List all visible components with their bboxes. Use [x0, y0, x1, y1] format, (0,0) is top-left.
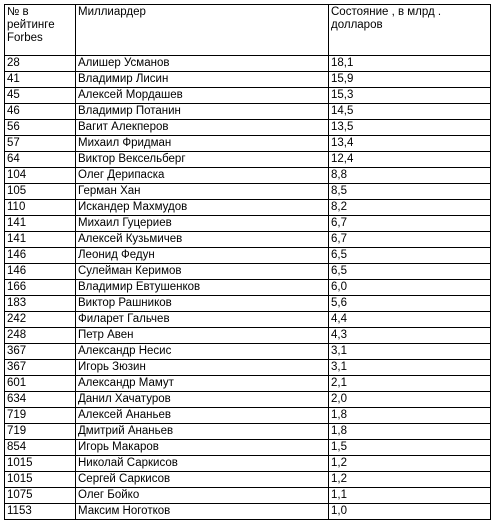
- table-row: [5, 328, 491, 344]
- billionaires-table: [4, 4, 491, 520]
- worth-cell: 8,5: [329, 184, 491, 200]
- table-row: [5, 56, 491, 72]
- name-cell: Сулейман Керимов: [76, 264, 329, 280]
- worth-cell: 1,1: [329, 488, 491, 504]
- worth-cell: 8,2: [329, 200, 491, 216]
- worth-cell: 1,0: [329, 504, 491, 520]
- name-cell: Сергей Саркисов: [76, 472, 329, 488]
- name-cell: Алексей Мордашев: [76, 88, 329, 104]
- name-cell: Алексей Кузьмичев: [76, 232, 329, 248]
- name-cell: Александр Несис: [76, 344, 329, 360]
- table-row: [5, 392, 491, 408]
- name-cell: Вагит Алекперов: [76, 120, 329, 136]
- name-cell: Дмитрий Ананьев: [76, 424, 329, 440]
- name-cell: Петр Авен: [76, 328, 329, 344]
- rank-cell: 367: [5, 360, 76, 376]
- rank-cell: 854: [5, 440, 76, 456]
- rank-cell: 28: [5, 56, 76, 72]
- name-cell: Игорь Макаров: [76, 440, 329, 456]
- rank-cell: 367: [5, 344, 76, 360]
- rank-cell: 719: [5, 424, 76, 440]
- worth-cell: 8,8: [329, 168, 491, 184]
- table-row: [5, 488, 491, 504]
- table-row: [5, 216, 491, 232]
- rank-cell: 1015: [5, 472, 76, 488]
- rank-cell: 104: [5, 168, 76, 184]
- name-cell: Александр Мамут: [76, 376, 329, 392]
- rank-cell: 242: [5, 312, 76, 328]
- rank-cell: 601: [5, 376, 76, 392]
- worth-cell: 1,2: [329, 456, 491, 472]
- table-row: [5, 136, 491, 152]
- table-row: [5, 312, 491, 328]
- name-cell: Владимир Лисин: [76, 72, 329, 88]
- name-cell: Филарет Гальчев: [76, 312, 329, 328]
- rank-cell: 41: [5, 72, 76, 88]
- worth-cell: 15,3: [329, 88, 491, 104]
- name-cell: Михаил Гуцериев: [76, 216, 329, 232]
- name-cell: Алексей Ананьев: [76, 408, 329, 424]
- name-cell: Искандер Махмудов: [76, 200, 329, 216]
- table-row: [5, 88, 491, 104]
- worth-cell: 2,0: [329, 392, 491, 408]
- name-cell: Виктор Вексельберг: [76, 152, 329, 168]
- table-row: [5, 440, 491, 456]
- worth-cell: 2,1: [329, 376, 491, 392]
- table-row: [5, 504, 491, 520]
- rank-cell: 146: [5, 264, 76, 280]
- worth-cell: 3,1: [329, 344, 491, 360]
- name-cell: Михаил Фридман: [76, 136, 329, 152]
- table-body: [5, 56, 491, 520]
- name-cell: Алишер Усманов: [76, 56, 329, 72]
- table-row: [5, 120, 491, 136]
- table-row: [5, 408, 491, 424]
- worth-cell: 14,5: [329, 104, 491, 120]
- rank-cell: 183: [5, 296, 76, 312]
- table-row: [5, 248, 491, 264]
- worth-cell: 13,4: [329, 136, 491, 152]
- rank-cell: 146: [5, 248, 76, 264]
- rank-cell: 141: [5, 232, 76, 248]
- table-row: [5, 152, 491, 168]
- name-cell: Герман Хан: [76, 184, 329, 200]
- name-cell: Владимир Евтушенков: [76, 280, 329, 296]
- rank-cell: 1015: [5, 456, 76, 472]
- worth-cell: 4,4: [329, 312, 491, 328]
- rank-cell: 57: [5, 136, 76, 152]
- rank-cell: 1153: [5, 504, 76, 520]
- worth-cell: 6,0: [329, 280, 491, 296]
- rank-cell: 141: [5, 216, 76, 232]
- rank-cell: 45: [5, 88, 76, 104]
- table-row: [5, 104, 491, 120]
- table-row: [5, 280, 491, 296]
- rank-cell: 634: [5, 392, 76, 408]
- name-cell: Данил Хачатуров: [76, 392, 329, 408]
- table-row: [5, 264, 491, 280]
- table-row: [5, 168, 491, 184]
- worth-cell: 6,5: [329, 248, 491, 264]
- name-cell: Олег Дерипаска: [76, 168, 329, 184]
- worth-cell: 18,1: [329, 56, 491, 72]
- name-cell: Николай Саркисов: [76, 456, 329, 472]
- worth-cell: 1,8: [329, 408, 491, 424]
- rank-cell: 1075: [5, 488, 76, 504]
- worth-cell: 3,1: [329, 360, 491, 376]
- table-row: [5, 424, 491, 440]
- table-row: [5, 184, 491, 200]
- rank-cell: 248: [5, 328, 76, 344]
- worth-cell: 13,5: [329, 120, 491, 136]
- rank-cell: 166: [5, 280, 76, 296]
- rank-cell: 56: [5, 120, 76, 136]
- table-row: [5, 472, 491, 488]
- name-cell: Виктор Рашников: [76, 296, 329, 312]
- worth-cell: 1,2: [329, 472, 491, 488]
- worth-cell: 1,5: [329, 440, 491, 456]
- table-row: [5, 344, 491, 360]
- header-row: [5, 5, 491, 56]
- table-row: [5, 200, 491, 216]
- worth-cell: 4,3: [329, 328, 491, 344]
- name-cell: Олег Бойко: [76, 488, 329, 504]
- worth-cell: 6,5: [329, 264, 491, 280]
- worth-cell: 5,6: [329, 296, 491, 312]
- worth-cell: 6,7: [329, 232, 491, 248]
- rank-cell: 110: [5, 200, 76, 216]
- name-cell: Игорь Зюзин: [76, 360, 329, 376]
- worth-cell: 12,4: [329, 152, 491, 168]
- name-cell: Владимир Потанин: [76, 104, 329, 120]
- header-name: Миллиардер: [76, 5, 329, 56]
- table-row: [5, 296, 491, 312]
- table-row: [5, 456, 491, 472]
- name-cell: Леонид Федун: [76, 248, 329, 264]
- rank-cell: 64: [5, 152, 76, 168]
- rank-cell: 719: [5, 408, 76, 424]
- rank-cell: 105: [5, 184, 76, 200]
- name-cell: Максим Ноготков: [76, 504, 329, 520]
- table-row: [5, 376, 491, 392]
- header-worth: Состояние , в млрд . долларов: [329, 5, 491, 56]
- table-row: [5, 360, 491, 376]
- header-rank: № в рейтинге Forbes: [5, 5, 76, 56]
- worth-cell: 6,7: [329, 216, 491, 232]
- worth-cell: 15,9: [329, 72, 491, 88]
- worth-cell: 1,8: [329, 424, 491, 440]
- table-row: [5, 232, 491, 248]
- rank-cell: 46: [5, 104, 76, 120]
- table-row: [5, 72, 491, 88]
